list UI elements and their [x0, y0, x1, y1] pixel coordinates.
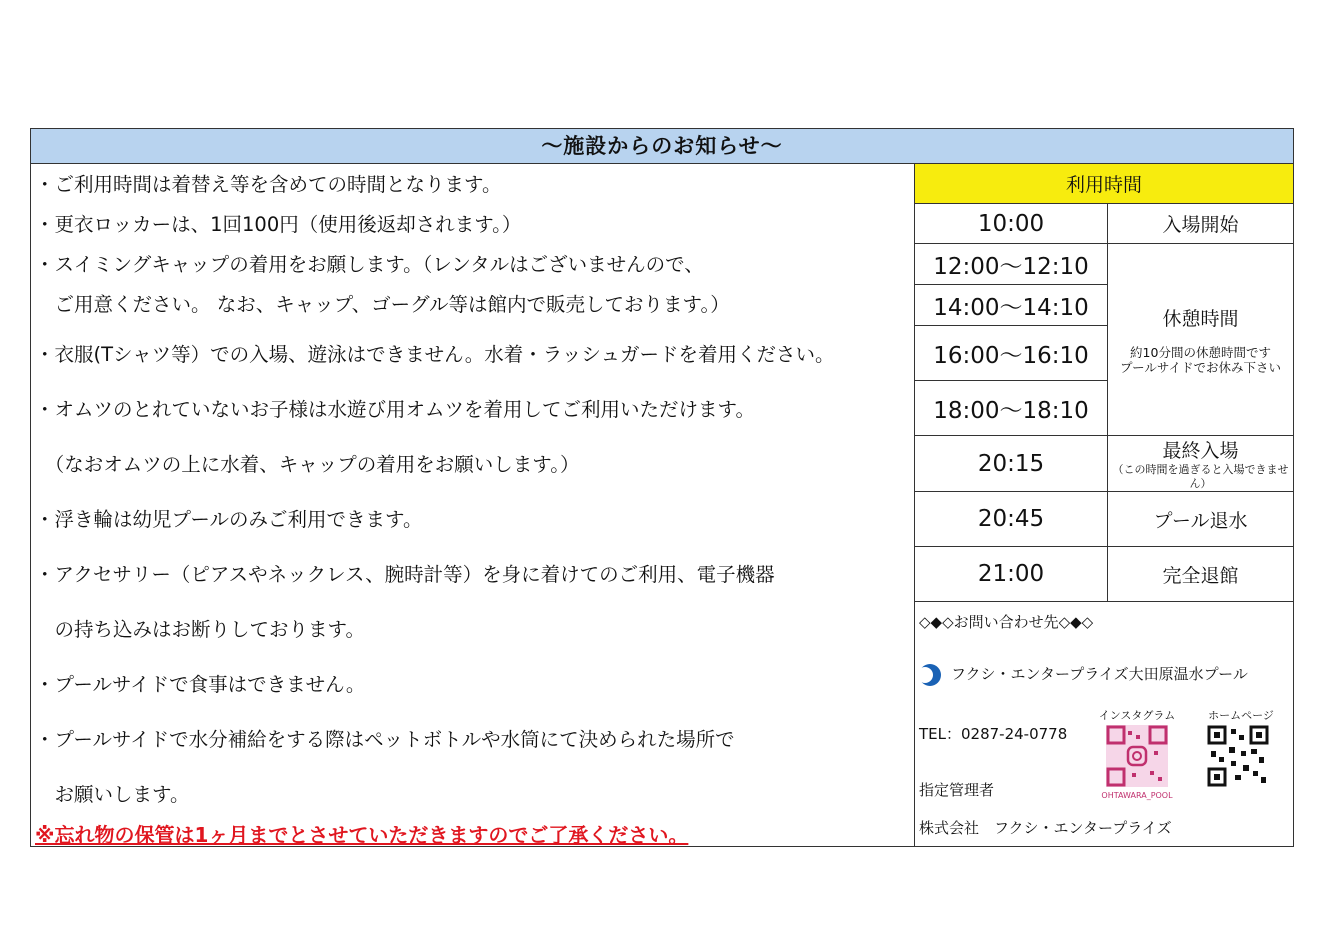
facility-name: フクシ・エンタープライズ大田原温水プール	[951, 665, 1248, 683]
notice-line: ・プールサイドで食事はできません。	[35, 673, 366, 696]
notice-line: （なおオムツの上に水着、キャップの着用をお願いします。）	[35, 453, 580, 476]
last-entry-cell	[1108, 436, 1294, 492]
pool-exit-label: プール退水	[1108, 492, 1294, 547]
break-time-4: 18:00〜18:10	[915, 381, 1108, 436]
manager-label: 指定管理者	[919, 781, 995, 799]
tel: TEL：0287-24-0778	[919, 725, 1068, 743]
facility-row	[919, 663, 1248, 686]
notice-line: ・衣服(Tシャツ等）での入場、遊泳はできません。水着・ラッシュガードを着用ください。	[35, 343, 835, 366]
instagram-handle: OHTAWARA_POOL	[1101, 791, 1173, 800]
contact-heading: ◇◆◇お問い合わせ先◇◆◇	[919, 613, 1094, 631]
break-label: 休憩時間	[1162, 308, 1239, 330]
last-entry-label: 最終入場	[1162, 440, 1239, 462]
pool-exit-time: 20:45	[915, 492, 1108, 547]
last-entry-time: 20:15	[915, 436, 1108, 492]
homepage-label: ホームページ	[1208, 709, 1274, 722]
notice-line: ・プールサイドで水分補給をする際はペットボトルや水筒にて決められた場所で	[35, 728, 735, 751]
panel-title: ～施設からのお知らせ～	[31, 129, 1293, 164]
break-label-cell	[1108, 244, 1294, 436]
notice-line: ・スイミングキャップの着用をお願します。（レンタルはございませんので、	[35, 253, 704, 276]
contact-section	[915, 601, 1293, 846]
break-time-2: 14:00〜14:10	[915, 285, 1108, 326]
notice-line: ・オムツのとれていないお子様は水遊び用オムツを着用してご利用いただけます。	[35, 398, 755, 421]
notice-line: ・浮き輪は幼児プールのみご利用できます。	[35, 508, 423, 531]
hours-table	[915, 163, 1293, 602]
notice-line: ご用意ください。 なお、キャップ、ゴーグル等は館内で販売しております。）	[35, 293, 730, 316]
notice-line: ・ご利用時間は着替え等を含めての時間となります。	[35, 173, 502, 196]
company-logo-icon	[919, 664, 941, 686]
close-time: 21:00	[915, 547, 1108, 602]
company-name: 株式会社 フクシ・エンタープライズ	[919, 819, 1172, 837]
last-entry-note: （この時間を過ぎると入場できません）	[1112, 463, 1289, 490]
break-time-1: 12:00〜12:10	[915, 244, 1108, 285]
open-time: 10:00	[915, 204, 1108, 244]
open-label: 入場開始	[1108, 204, 1294, 244]
hours-header: 利用時間	[915, 164, 1293, 204]
instagram-qr-icon[interactable]	[1106, 725, 1168, 787]
instagram-label: インスタグラム	[1098, 709, 1176, 722]
lost-item-warning: ※忘れ物の保管は1ヶ月までとさせていただきますのでご了承ください。	[35, 823, 689, 847]
break-note-1: 約10分間の休憩時間です	[1130, 345, 1271, 360]
hours-panel	[914, 163, 1293, 846]
notice-list	[31, 163, 914, 846]
break-note-2: プールサイドでお休み下さい	[1119, 360, 1281, 375]
break-time-3: 16:00〜16:10	[915, 326, 1108, 381]
homepage-qr-icon[interactable]	[1207, 725, 1269, 787]
notice-line: お願いします。	[35, 783, 190, 806]
close-label: 完全退館	[1108, 547, 1294, 602]
notice-line: ・アクセサリー（ピアスやネックレス、腕時計等）を身に着けてのご利用、電子機器	[35, 563, 775, 586]
notice-line: の持ち込みはお断りしております。	[35, 618, 365, 641]
notice-panel	[30, 128, 1294, 847]
notice-line: ・更衣ロッカーは、1回100円（使用後返却されます。）	[35, 213, 522, 236]
